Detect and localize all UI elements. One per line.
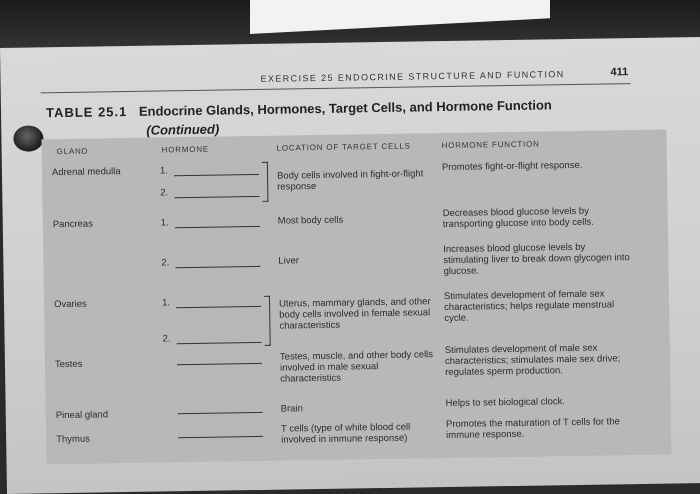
- hormone-function-text: Promotes the maturation of T cells for the immune response.: [445, 416, 620, 442]
- target-cell-text: Testes, muscle, and other body cells involved in male sexual characteristics: [279, 349, 434, 385]
- table-number: TABLE 25.1: [45, 104, 128, 121]
- gland-thymus: Thymus: [56, 433, 91, 446]
- hormone-number: 1.: [160, 217, 169, 229]
- gland-pineal: Pineal gland: [55, 409, 109, 422]
- header-gland: GLAND: [56, 146, 89, 157]
- hormone-number: 2.: [162, 333, 171, 345]
- target-cell-text: Most body cells: [277, 214, 344, 227]
- gland-adrenal-medulla: Adrenal medulla: [51, 166, 121, 179]
- hormone-number: 2.: [161, 257, 170, 269]
- hormone-number: 1.: [161, 297, 171, 309]
- hormone-number: 2.: [160, 187, 169, 199]
- textbook-page: [0, 37, 700, 494]
- header-rule: [41, 83, 631, 93]
- hormone-function-text: Stimulates development of female sex characteristics; helps regulate menstrual cycle.: [443, 288, 615, 325]
- page-number: 411: [610, 66, 629, 79]
- gland-pancreas: Pancreas: [52, 218, 94, 231]
- hormone-function-text: Stimulates development of male sex characteristics; stimulates male sex drive; regulates sperm production.: [444, 342, 621, 379]
- binder-hole: [13, 125, 43, 151]
- running-head: EXERCISE 25 ENDOCRINE STRUCTURE AND FUNCTION: [260, 69, 565, 84]
- table-title-text: Endocrine Glands, Hormones, Target Cells, and Hormone Function: [138, 97, 552, 119]
- target-cell-text: Liver: [278, 255, 300, 267]
- target-cell-text: Body cells involved in fight-or-flight response: [276, 168, 424, 193]
- table-title: [46, 97, 552, 120]
- hormone-function-text: Decreases blood glucose levels by transporting glucose into body cells.: [442, 205, 594, 231]
- table-subtitle: (Continued): [146, 121, 220, 138]
- gland-ovaries: Ovaries: [53, 298, 87, 311]
- gland-testes: Testes: [54, 358, 83, 371]
- hormone-function-text: Helps to set biological clock.: [445, 396, 566, 410]
- target-cell-text: T cells (type of white blood cell involved in immune response): [280, 421, 411, 446]
- header-location: LOCATION OF TARGET CELLS: [276, 141, 411, 153]
- bracket: [262, 162, 269, 202]
- header-function: HORMONE FUNCTION: [441, 139, 540, 151]
- header-hormone: HORMONE: [161, 144, 210, 155]
- hormone-function-text: Promotes fight-or-flight response.: [441, 159, 583, 174]
- target-cell-text: Brain: [280, 403, 303, 415]
- hormone-number: 1.: [159, 165, 168, 177]
- bracket: [264, 296, 271, 346]
- hormone-function-text: Increases blood glucose levels by stimulating liver to break down glycogen into glucose.: [443, 241, 630, 278]
- target-cell-text: Uterus, mammary glands, and other body cells involved in female sexual characteristics: [278, 296, 431, 332]
